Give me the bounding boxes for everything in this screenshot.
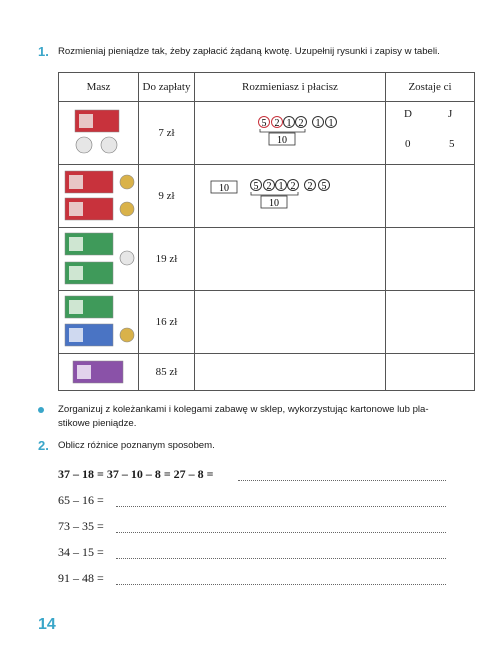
money-cell bbox=[59, 165, 139, 228]
money-cell bbox=[59, 354, 139, 391]
answer-line-3[interactable] bbox=[116, 532, 446, 533]
label-d: D bbox=[404, 108, 412, 120]
coin-value: 1 bbox=[328, 118, 334, 129]
table-row bbox=[59, 291, 475, 354]
coin-value: 5 bbox=[321, 181, 327, 192]
table-row bbox=[59, 102, 475, 165]
exchange-cell bbox=[195, 291, 386, 354]
rest-cell bbox=[386, 354, 475, 391]
coin-value: 1 bbox=[278, 181, 284, 192]
money-cell bbox=[59, 228, 139, 291]
banknote-portrait-icon bbox=[69, 237, 83, 251]
pay-cell: 16 zł bbox=[139, 291, 195, 354]
rest-cell bbox=[386, 228, 475, 291]
coin-value: 1 bbox=[315, 118, 321, 129]
coin-value: 5 bbox=[253, 181, 259, 192]
answer-line-1[interactable] bbox=[238, 480, 446, 481]
value-j: 5 bbox=[449, 138, 455, 150]
rest-cell bbox=[386, 165, 475, 228]
value-d: 0 bbox=[405, 138, 411, 150]
money-image-row4 bbox=[59, 291, 138, 353]
banknote-portrait-icon bbox=[69, 202, 83, 216]
coin-value: 2 bbox=[290, 181, 296, 192]
answer-line-4[interactable] bbox=[116, 558, 446, 559]
note-value: 10 bbox=[269, 198, 279, 209]
pay-cell: 19 zł bbox=[139, 228, 195, 291]
banknote-portrait-icon bbox=[69, 328, 83, 342]
coin-value: 2 bbox=[274, 118, 280, 129]
pay-cell: 7 zł bbox=[139, 102, 195, 165]
money-cell bbox=[59, 102, 139, 165]
header-do-zaplaty: Do zapłaty bbox=[139, 73, 195, 102]
money-table bbox=[58, 72, 475, 391]
exchange-cell bbox=[195, 228, 386, 291]
coin-icon bbox=[120, 328, 134, 342]
coin-value: 2 bbox=[266, 181, 272, 192]
equation-1: 37 – 18 = 37 – 10 – 8 = 27 – 8 = bbox=[58, 467, 214, 481]
coin-icon bbox=[76, 137, 92, 153]
coin-value: 1 bbox=[286, 118, 292, 129]
coin-icon bbox=[120, 175, 134, 189]
header-masz: Masz bbox=[59, 73, 139, 102]
task2-instruction: Oblicz różnice poznanym sposobem. bbox=[58, 440, 215, 451]
equation-2: 65 – 16 = bbox=[58, 493, 104, 507]
banknote-portrait-icon bbox=[69, 175, 83, 189]
banknote-portrait-icon bbox=[79, 114, 93, 128]
coin-icon bbox=[120, 202, 134, 216]
label-j: J bbox=[448, 108, 453, 120]
answer-line-2[interactable] bbox=[116, 506, 446, 507]
coin-value: 5 bbox=[261, 118, 267, 129]
money-image-row2 bbox=[59, 165, 138, 227]
money-image-row1 bbox=[59, 102, 138, 164]
banknote-portrait-icon bbox=[77, 365, 91, 379]
equation-5: 91 – 48 = bbox=[58, 571, 104, 585]
table-row bbox=[59, 165, 475, 228]
coin-icon bbox=[101, 137, 117, 153]
header-rozmieniasz: Rozmieniasz i płacisz bbox=[195, 73, 386, 102]
money-image-row5 bbox=[59, 354, 138, 390]
coin-value: 2 bbox=[307, 181, 313, 192]
task-number-2: 2. bbox=[38, 438, 49, 453]
rest-cell bbox=[386, 102, 475, 165]
table-row bbox=[59, 354, 475, 391]
pay-cell: 85 zł bbox=[139, 354, 195, 391]
bracket-icon bbox=[260, 129, 305, 132]
bullet-icon bbox=[38, 407, 44, 413]
banknote-portrait-icon bbox=[69, 266, 83, 280]
task1-instruction: Rozmieniaj pieniądze tak, żeby zapłacić żądaną kwotę. Uzupełnij rysunki i zapisy w tabeli. bbox=[58, 46, 440, 57]
money-image-row3 bbox=[59, 228, 138, 290]
page-number: 14 bbox=[38, 616, 56, 633]
coin-value: 2 bbox=[298, 118, 304, 129]
equation-3: 73 – 35 = bbox=[58, 519, 104, 533]
pay-cell: 9 zł bbox=[139, 165, 195, 228]
rest-cell bbox=[386, 291, 475, 354]
exchange-cell bbox=[195, 354, 386, 391]
note-value: 10 bbox=[277, 135, 287, 146]
activity-line-2: stikowe pieniądze. bbox=[58, 418, 137, 429]
task-number-1: 1. bbox=[38, 44, 49, 59]
note-value: 10 bbox=[219, 183, 229, 194]
header-zostaje: Zostaje ci bbox=[386, 73, 475, 102]
money-cell bbox=[59, 291, 139, 354]
table-row bbox=[59, 228, 475, 291]
coin-icon bbox=[120, 251, 134, 265]
exchange-cell bbox=[195, 165, 386, 228]
answer-line-5[interactable] bbox=[116, 584, 446, 585]
equation-4: 34 – 15 = bbox=[58, 545, 104, 559]
bracket-icon bbox=[251, 192, 298, 195]
activity-line-1: Zorganizuj z koleżankami i kolegami zabawę w sklep, wykorzystując kartonowe lub pla- bbox=[58, 404, 429, 415]
banknote-portrait-icon bbox=[69, 300, 83, 314]
exchange-cell bbox=[195, 102, 386, 165]
